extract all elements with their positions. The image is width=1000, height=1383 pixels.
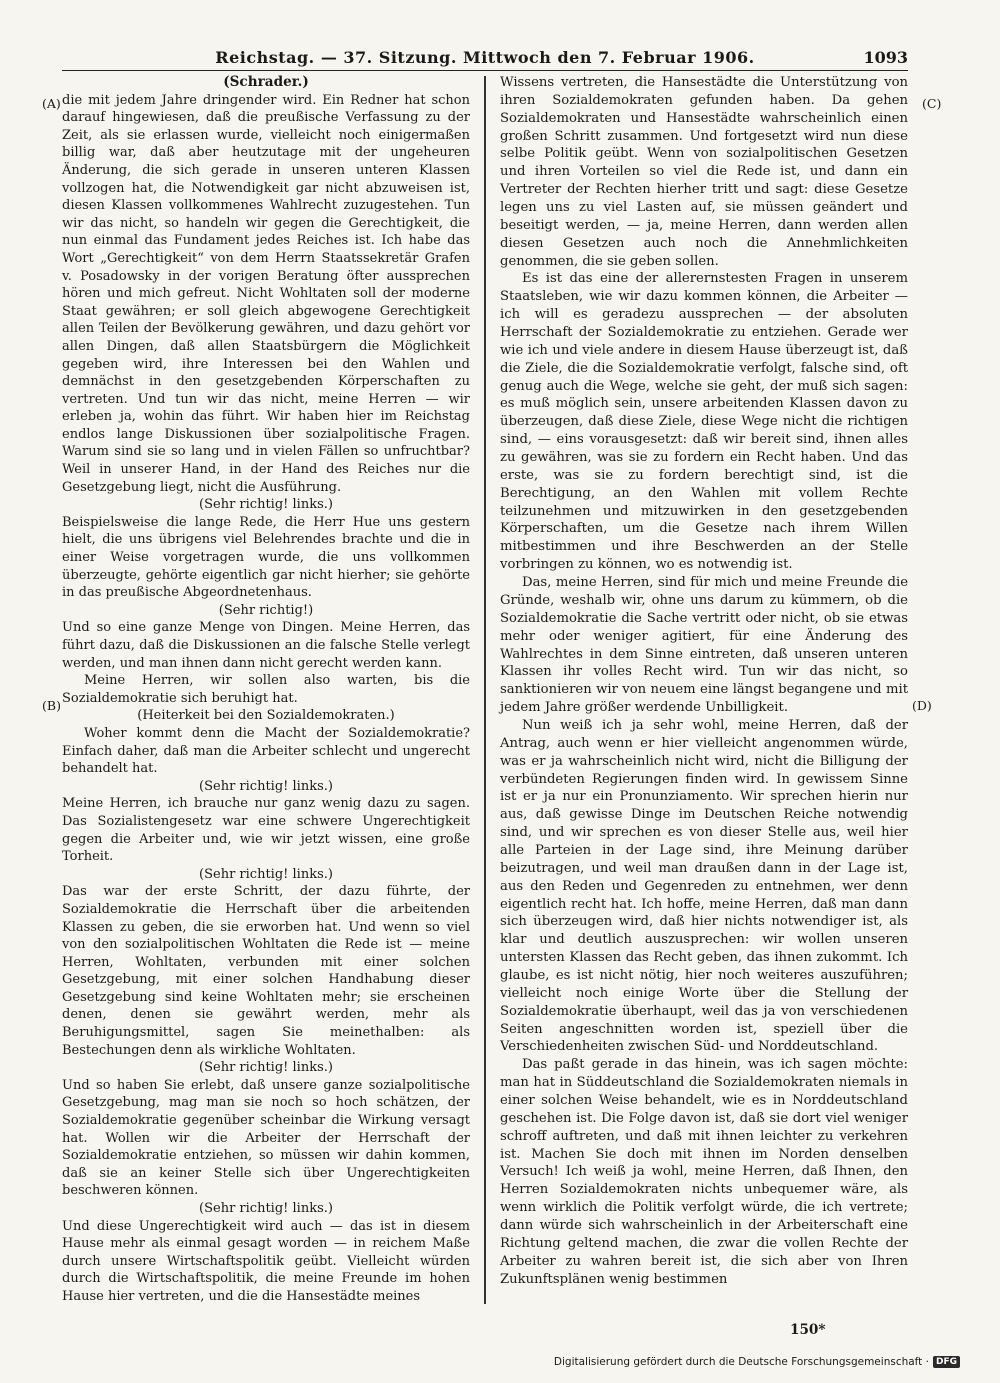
paragraph: Das war der erste Schritt, der dazu führte, der Sozialdemokratie die Herrschaft über die arbeitenden Klassen zu geben, die sie erworben hat. Und wenn so viel von den sozialpolitischen Wohltaten die Rede ist — meine Herren, Wohltaten, verbunden mit einer solchen Gesetzgebung, mit einer solchen Handhabung dieser Gesetzgebung sind keine Wohltaten mehr; sie erscheinen denen, denen sie gewährt werden, mehr als Beruhigungsmittel, sagen Sie meinethalben: als Bestechungen denn als wirkliche Wohltaten. (62, 884, 470, 1058)
dfg-logo-icon: DFG (933, 1356, 960, 1368)
paragraph: Meine Herren, ich brauche nur ganz wenig dazu zu sagen. Das Sozialistengesetz war eine schwere Ungerechtigkeit gegen die Arbeiter und, wie wir jetzt wissen, eine große Torheit. (62, 796, 470, 865)
margin-marker-c: (C) (922, 96, 942, 111)
interjection: (Sehr richtig! links.) (199, 497, 333, 513)
interjection: (Sehr richtig! links.) (199, 778, 333, 794)
paragraph: Meine Herren, wir sollen also warten, bis die Sozialdemokratie sich beruhigt hat. (62, 673, 470, 706)
paragraph: Und so haben Sie erlebt, daß unsere ganze sozialpolitische Gesetzgebung, mag man sie noch so hoch schätzen, der Sozialdemokratie gegenüber scheinbar die Wirkung versagt hat. Wollen wir die Arbeiter der Herrschaft der Sozialdemokratie entziehen, so müssen wir dahin kommen, daß sie an keiner Stelle sich über Ungerechtigkeiten beschweren können. (62, 1077, 470, 1199)
paragraph: Beispielsweise die lange Rede, die Herr Hue uns gestern hielt, die uns übrigens viel Belehrendes brachte und die in einer Weise vorgetragen wurde, die uns vollkommen überzeugte, gehörte eigentlich gar nicht hierher; sie gehörte in das preußische Abgeordnetenhaus. (62, 514, 470, 601)
right-column (500, 74, 908, 1288)
margin-marker-b: (B) (42, 698, 61, 713)
interjection: (Heiterkeit bei den Sozialdemokraten.) (137, 708, 395, 724)
interjection: (Sehr richtig! links.) (199, 866, 333, 882)
left-column (62, 74, 470, 1306)
page-number: 1093 (863, 48, 908, 67)
paragraph: Und so eine ganze Menge von Dingen. Meine Herren, das führt dazu, daß die Diskussionen an die falsche Stelle verlegt werden, und man ihnen dann nicht gerecht werden kann. (62, 620, 470, 671)
column-divider (484, 76, 486, 1304)
credit-text: Digitalisierung gefördert durch die Deutsche Forschungsgemeinschaft · (553, 1356, 929, 1368)
margin-marker-a: (A) (42, 96, 61, 111)
paragraph: Woher kommt denn die Macht der Sozialdemokratie? Einfach daher, daß man die Arbeiter schlecht und ungerecht behandelt hat. (62, 725, 470, 777)
paragraph: Und diese Ungerechtigkeit wird auch — das ist in diesem Hause mehr als einmal gesagt worden — in reichem Maße durch unsere Wirtschaftspolitik geübt. Vielleicht würden durch die Wirtschaftspolitik, die meine Freunde im hohen Hause hier vertreten, und die die Hansestädte meines (62, 1218, 470, 1304)
interjection: (Sehr richtig! links.) (199, 1201, 333, 1216)
interjection: (Sehr richtig! links.) (199, 1060, 333, 1076)
digitization-credit (554, 1356, 960, 1368)
running-header (62, 48, 908, 71)
sheet-number: 150* (790, 1322, 826, 1338)
paragraph: Es ist das eine der allerernstesten Fragen in unserem Staatsleben, wie wir dazu kommen können, die Arbeiter — ich will es geradezu aussprechen — der absoluten Herrschaft der Sozialdemokratie zu entziehen. Gerade wer wie ich und viele andere in diesem Hause überzeugt ist, daß die Ziele, die die Sozialdemokratie verfolgt, falsche sind, oft genug auch die Wege, welche sie geht, der muß sich sagen: es muß möglich sein, unsere arbeitenden Klassen davon zu überzeugen, daß diese Ziele, diese Wege nicht die richtigen sind, — eins vorausgesetzt: daß wir bereit sind, ihnen alles zu gewähren, was sie zu fordern ein Recht haben. Und das erste, was sie zu fordern berechtigt sind, ist die Berechtigung, an den Wahlen mit vollem Rechte teilzunehmen und mitzuwirken in den gesetzgebenden Körperschaften, um die Gesetze nach ihrem Willen mitbestimmen und ihre Beschwerden an der Stelle vorbringen zu können, wo es notwendig ist. (500, 271, 908, 573)
paragraph: Nun weiß ich ja sehr wohl, meine Herren, daß der Antrag, auch wenn er hier vielleicht angenommen würde, was er ja wahrscheinlich nicht wird, nicht die Billigung der verbündeten Regierungen finden wird. In gewissem Sinne ist er ja nur ein Pronunziamento. Wir sprechen hierin nur aus, daß gewisse Dinge im Deutschen Reiche notwendig sind, und wir sprechen es von dieser Stelle aus, weil hier alle Parteien in der Lage sind, ihre Meinung darüber beizutragen, und weil man draußen dann in der Lage ist, aus den Reden und Gegenreden zu entnehmen, wer denn eigentlich recht hat. Ich hoffe, meine Herren, daß man dann sich überzeugen wird, daß hier nichts notwendiger ist, als klar und deutlich auszusprechen: wir wollen unseren untersten Klassen das Recht geben, das ihnen zukommt. Ich glaube, es ist nicht nötig, hier noch weiteres auszuführen; vielleicht noch einige Worte über die Stellung der Sozialdemokratie überhaupt, weil das ja von verschiedenen Seiten angeschnitten worden ist, speziell über die Verschiedenheiten zwischen Süd- und Norddeutschland. (500, 717, 908, 1055)
interjection: (Sehr richtig!) (218, 602, 314, 618)
speaker-name: (Schrader.) (223, 74, 309, 90)
paragraph: Das, meine Herren, sind für mich und meine Freunde die Gründe, weshalb wir, ohne uns darum zu kümmern, ob die Sozialdemokratie die Sache vertritt oder nicht, ob sie etwas mehr oder weniger agitiert, für eine Änderung des Wahlrechtes in dem Sinne eintreten, daß unseren unteren Klassen ihr volles Recht wird. Tun wir das nicht, so sanktionieren wir von neuem eine längst begangene und mit jedem Jahre größer werdende Unbilligkeit. (500, 575, 908, 716)
paragraph: die mit jedem Jahre dringender wird. Ein Redner hat schon darauf hingewiesen, daß die preußische Verfassung zu der Zeit, als sie erlassen wurde, vielleicht noch einigermaßen billig war, daß aber heutzutage mit der ungeheuren Änderung, die sich gerade in unseren unteren Klassen vollzogen hat, die Notwendigkeit gar nicht abzuweisen ist, diesen Klassen vollkommenes Wahlrecht zuzugestehen. Tun wir das nicht, so handeln wir gegen die Gerechtigkeit, die nun einmal das Fundament jedes Reiches ist. Ich habe das Wort „Gerechtigkeit“ von dem Herrn Staatssekretär Grafen v. Posadowsky in der vorigen Beratung öfter aussprechen hören und mich gefreut. Nicht Wohltaten soll der moderne Staat gewähren; er soll gleich abgewogene Gerechtigkeit allen Teilen der Bevölkerung gewähren, und dazu gehört vor allen Dingen, daß allen Staatsbürgern die Möglichkeit gegeben wird, ihre Interessen bei den Wahlen und demnächst in den gesetzgebenden Körperschaften zu vertreten. Und tun wir das nicht, meine Herren — wir erleben ja, wohin das führt. Wir haben hier im Reichstag endlos lange Diskussionen über sozialpolitische Fragen. Warum sind sie so lang und in vielen Fällen so unfruchtbar? Weil in unserer Hand, in der Hand des Reiches nur die Gesetzgebung liegt, nicht die Ausführung. (62, 92, 470, 495)
margin-marker-d: (D) (912, 698, 932, 713)
paragraph: Das paßt gerade in das hinein, was ich sagen möchte: man hat in Süddeutschland die Sozialdemokraten niemals in einer solchen Weise behandelt, wie es in Norddeutschland geschehen ist. Die Folge davon ist, daß sie dort viel weniger schroff auftreten, und daß mit ihnen leichter zu verkehren ist. Machen Sie doch mit ihnen im Norden denselben Versuch! Ich weiß ja wohl, meine Herren, daß Ihnen, den Herren Sozialdemokraten nichts unbequemer wäre, als wenn wirklich die Politik verfolgt würde, die ich vertrete; dann würde sich wahrscheinlich in der Arbeiterschaft eine Richtung geltend machen, die zwar die vollen Rechte der Arbeiter zu wahren bereit ist, die sich aber von Ihren Zukunftsplänen wenig bestimmen (500, 1057, 908, 1287)
paragraph: Wissens vertreten, die Hansestädte die Unterstützung von ihren Sozialdemokraten gefunden haben. Da gehen Sozialdemokraten und Hansestädte wahrscheinlich einen großen Schritt zusammen. Und fortgesetzt wird nun diese selbe Politik geübt. Wenn von sozialpolitischen Gesetzen und ihren Vorteilen so viel die Rede ist, und dann ein Vertreter der Rechten hierher tritt und sagt: diese Gesetze legen uns zu viel Lasten auf, sie müssen geändert und beseitigt werden, — ja, meine Herren, dann werden allen diesen Gesetzen auch noch die Annehmlichkeiten genommen, die sie geben sollen. (500, 75, 908, 269)
header-title: Reichstag. — 37. Sitzung. Mittwoch den 7. Februar 1906. (215, 48, 755, 67)
